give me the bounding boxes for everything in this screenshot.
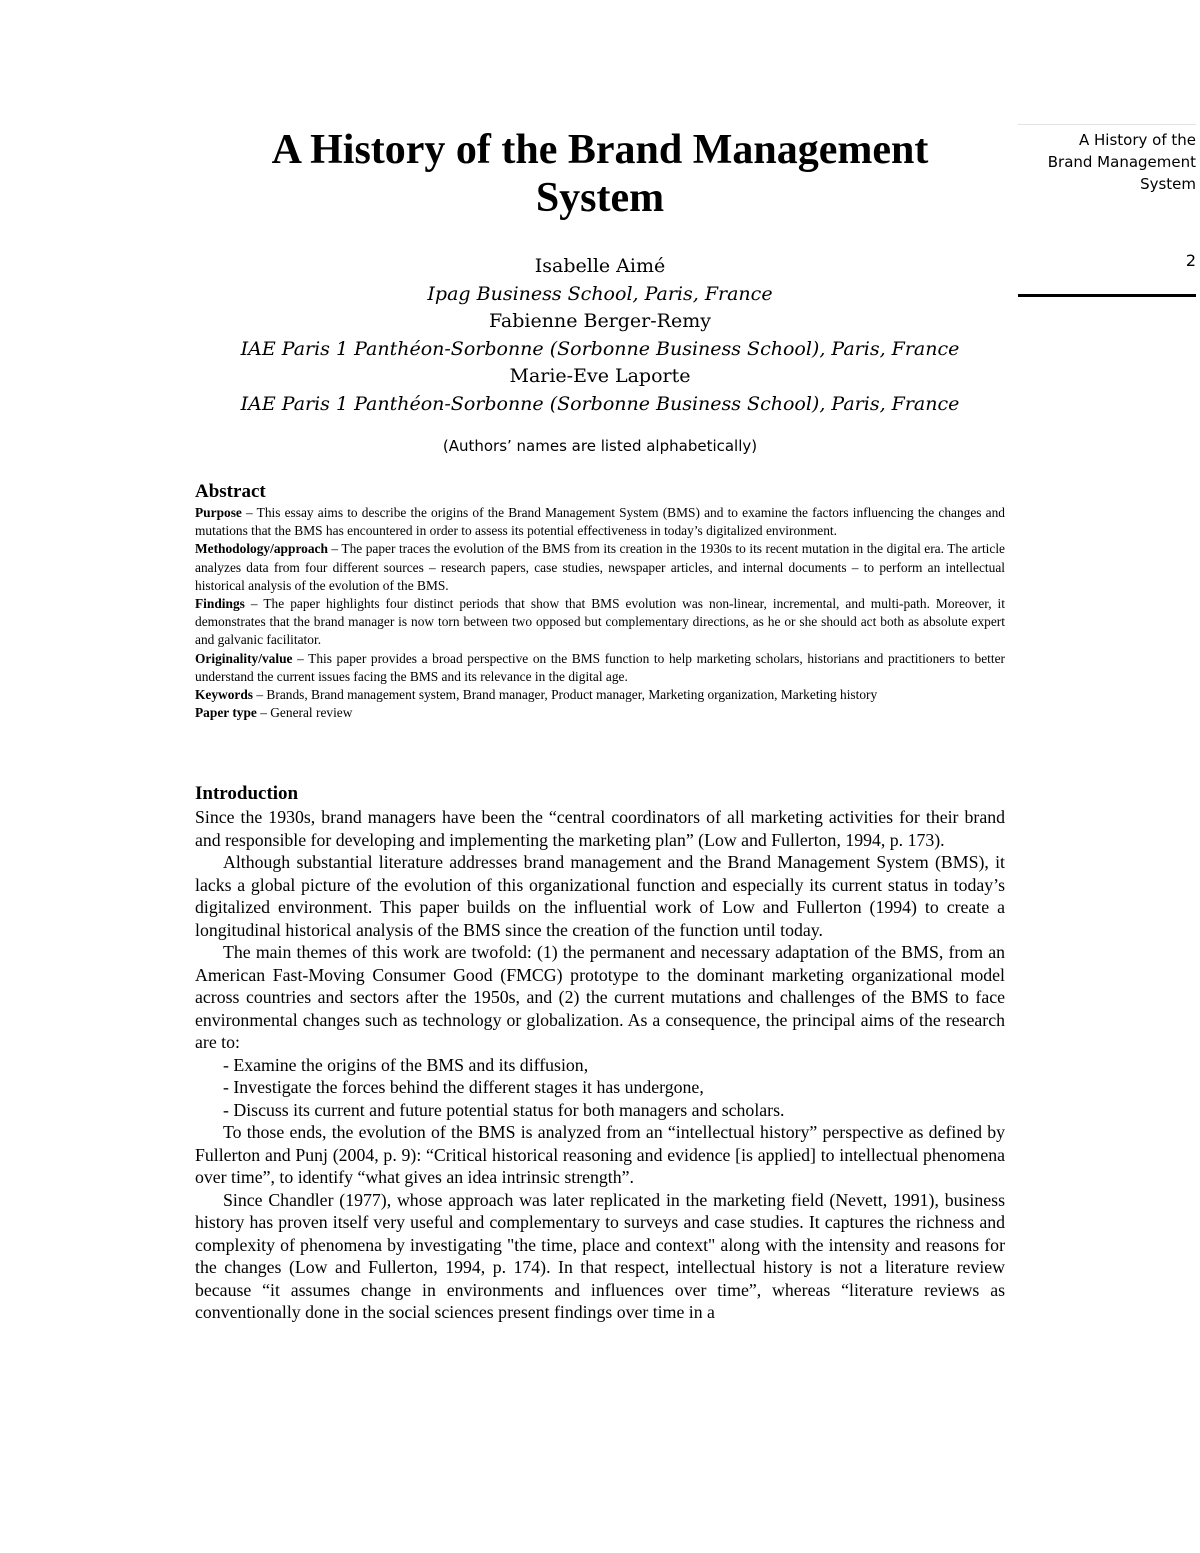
intro-paragraph: To those ends, the evolution of the BMS is analyzed from an “intellectual history” perspective as defined by Fullerton and Punj (2004, p. 9): “Critical historical reasoning and evidence [is applied] to intellectual phenomena over time”, to identify “what gives an idea intrinsic strength”. <box>195 1122 1005 1187</box>
abstract-text: General review <box>270 705 353 721</box>
abstract-label: Originality/value <box>195 650 293 666</box>
abstract-section <box>195 480 1005 722</box>
page-number: 2 <box>1185 251 1196 270</box>
author-affiliation: IAE Paris 1 Panthéon-Sorbonne (Sorbonne Business School), Paris, France <box>240 337 960 360</box>
abstract-separator: – <box>292 650 309 666</box>
author-affiliation: IAE Paris 1 Panthéon-Sorbonne (Sorbonne Business School), Paris, France <box>240 392 960 415</box>
abstract-text: The paper highlights four distinct periods that show that BMS evolution was non-linear, incremental, and multi-path. Moreover, it demonstrates that the brand manager is now torn between two opposed but complementary directions, as he or she should act both as absolute expert and galvanic facilitator. <box>195 596 1005 648</box>
aims-list-item: - Discuss its current and future potential status for both managers and scholars. <box>223 1099 785 1120</box>
abstract-separator: – <box>241 505 257 520</box>
abstract-separator: – <box>244 596 264 612</box>
aims-list <box>195 1054 1005 1122</box>
abstract-separator: – <box>256 705 271 721</box>
author-list <box>195 253 1005 418</box>
intro-paragraph: Although substantial literature addresses brand management and the Brand Management System (BMS), it lacks a global picture of the evolution of this organizational function and especially its current status in today’s digitalized environment. This paper builds on the influential work of Low and Fullerton (1994) to create a longitudinal historical analysis of the BMS since the creation of the function until today. <box>195 852 1005 940</box>
abstract-originality <box>195 650 1005 686</box>
abstract-text: This essay aims to describe the origins of the Brand Management System (BMS) and to examine the factors influencing the changes and mutations that the BMS has encountered in order to assess its potential effectiveness in today’s digitalized environment. <box>195 505 1005 539</box>
intro-paragraph: Since the 1930s, brand managers have been the “central coordinators of all marketing activities for their brand and responsible for developing and implementing the marketing plan” (Low and Fullerton, 1994, p. 173). <box>195 807 1005 850</box>
running-title <box>1018 129 1196 195</box>
aims-list-item: - Examine the origins of the BMS and its diffusion, <box>223 1054 589 1075</box>
paper-title <box>195 126 1005 222</box>
abstract-separator: – <box>253 687 267 703</box>
abstract-label: Purpose <box>195 505 242 520</box>
running-title-line: A History of the <box>1078 131 1196 149</box>
abstract-label: Findings <box>195 596 245 612</box>
abstract-paper-type <box>195 704 1005 722</box>
abstract-text: This paper provides a broad perspective on the BMS function to help marketing scholars, historians and practitioners to better understand the current issues facing the BMS and its relevance in the digital age. <box>195 650 1005 684</box>
abstract-label: Keywords <box>195 687 254 703</box>
running-rule <box>1018 294 1196 297</box>
author-affiliation: Ipag Business School, Paris, France <box>427 282 773 305</box>
running-title-line: Brand Management <box>1047 153 1196 171</box>
abstract-label: Paper type <box>195 705 257 721</box>
abstract-findings <box>195 595 1005 650</box>
abstract-separator: – <box>327 541 342 557</box>
author-name: Isabelle Aimé <box>534 255 666 277</box>
abstract-text: Brands, Brand management system, Brand manager, Product manager, Marketing organization, Marketing history <box>266 687 878 703</box>
aims-list-item: - Investigate the forces behind the different stages it has undergone, <box>223 1077 704 1097</box>
intro-paragraph: The main themes of this work are twofold: (1) the permanent and necessary adaptation of the BMS, from an American Fast-Moving Consumer Good (FMCG) prototype to the dominant marketing organizational model across countries and sectors after the 1950s, and (2) the current mutations and challenges of the BMS to face environmental changes such as technology or globalization. As a consequence, the principal aims of the research are to: <box>195 942 1005 1052</box>
author-name: Marie-Eve Laporte <box>509 365 691 387</box>
abstract-purpose <box>195 504 1005 540</box>
abstract-text: The paper traces the evolution of the BMS from its creation in the 1930s to its recent mutation in the digital era. The article analyzes data from four different sources – research papers, case studies, newspaper articles, and internal documents – to perform an intellectual historical analysis of the evolution of the BMS. <box>195 541 1005 593</box>
authors-note: (Authors’ names are listed alphabetically) <box>442 437 758 455</box>
intro-paragraph: Since Chandler (1977), whose approach was later replicated in the marketing field (Nevett, 1991), business history has proven itself very useful and complementary to surveys and case studies. It captures the richness and complexity of phenomena by investigating "the time, place and context" along with the intensity and reasons for the changes (Low and Fullerton, 1994, p. 174). In that respect, intellectual history is not a literature review because “it assumes change in environments and influences over time”, whereas “literature reviews as conventionally done in the social sciences present findings over time in a <box>195 1189 1005 1322</box>
abstract-methodology <box>195 540 1005 595</box>
running-title-line: System <box>1140 175 1196 193</box>
introduction-section <box>195 782 1005 1324</box>
title-line: A History of the Brand Management <box>271 127 929 173</box>
author-name: Fabienne Berger-Remy <box>489 310 711 332</box>
abstract-label: Methodology/approach <box>195 541 328 557</box>
introduction-heading: Introduction <box>195 783 299 804</box>
abstract-heading: Abstract <box>195 481 266 502</box>
running-head <box>1018 124 1196 297</box>
abstract-keywords <box>195 686 1005 704</box>
title-line: System <box>535 175 665 221</box>
